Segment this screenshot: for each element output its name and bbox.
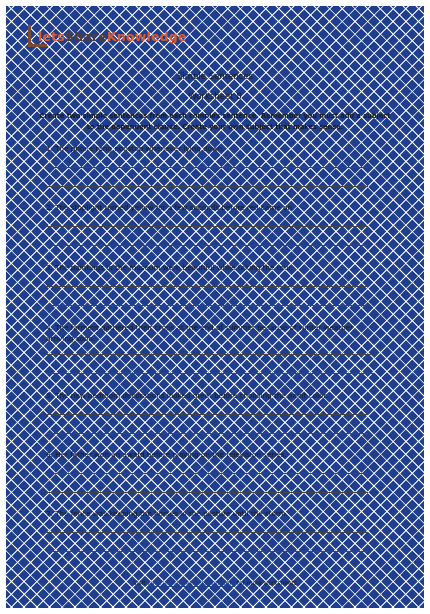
- answer-line[interactable]: [46, 354, 374, 355]
- page-title: Simple Sentences: [176, 72, 254, 82]
- question-item: 5. The new bedroom decorations looked great before choosing the paint color.: [46, 391, 328, 400]
- answer-line[interactable]: [46, 226, 368, 227]
- logo-word-share: Share: [64, 28, 107, 44]
- answer-line[interactable]: [46, 414, 368, 415]
- answer-line[interactable]: [46, 551, 368, 552]
- answer-line[interactable]: [46, 305, 368, 306]
- footer-suffix: for more worksheets: [236, 581, 297, 587]
- footer-prefix: Visit: [133, 581, 146, 587]
- answer-line[interactable]: [46, 433, 368, 434]
- question-item: 6. Her father won an award before playing on the television series.: [46, 450, 287, 459]
- logo-mark-icon: [28, 25, 47, 47]
- question-item: 7. The fence was keeping the horses in the pasture until the storm.: [46, 509, 289, 518]
- answer-line[interactable]: [46, 286, 368, 287]
- question-item: 2. The stoplight turned yellow for a few seconds before red came on.: [46, 203, 295, 212]
- answer-line[interactable]: [46, 186, 368, 187]
- instructions: Create two simple sentences from each complex sentence. Remember you must add a subject to the dependent clause. Create your own subject that makes sense.: [39, 112, 391, 131]
- question-item: 3. The paintings in the museum were beautiful while taking the tour.: [46, 263, 294, 272]
- answer-line[interactable]: [46, 167, 368, 168]
- answer-line[interactable]: [46, 492, 368, 493]
- question-item: 1. The phone rang nonstop whenever lying down.: [46, 144, 225, 153]
- answer-line[interactable]: [46, 473, 368, 474]
- answer-line[interactable]: [46, 532, 368, 533]
- logo-word-knowledge: Knowledge: [106, 28, 187, 44]
- website-link[interactable]: www.letsshareknowledge.com: [147, 581, 236, 587]
- logo-text: [28, 29, 187, 44]
- footer: [0, 581, 430, 587]
- logo: [28, 20, 187, 52]
- worksheet-number: Worksheet 8: [188, 92, 242, 102]
- answer-line[interactable]: [46, 245, 368, 246]
- answer-line[interactable]: [46, 373, 374, 374]
- question-item: 4. The farmers gathered their crops at the end of summer because of winter weather arriving soon.: [46, 323, 354, 343]
- logo-prefix: lets: [38, 28, 65, 44]
